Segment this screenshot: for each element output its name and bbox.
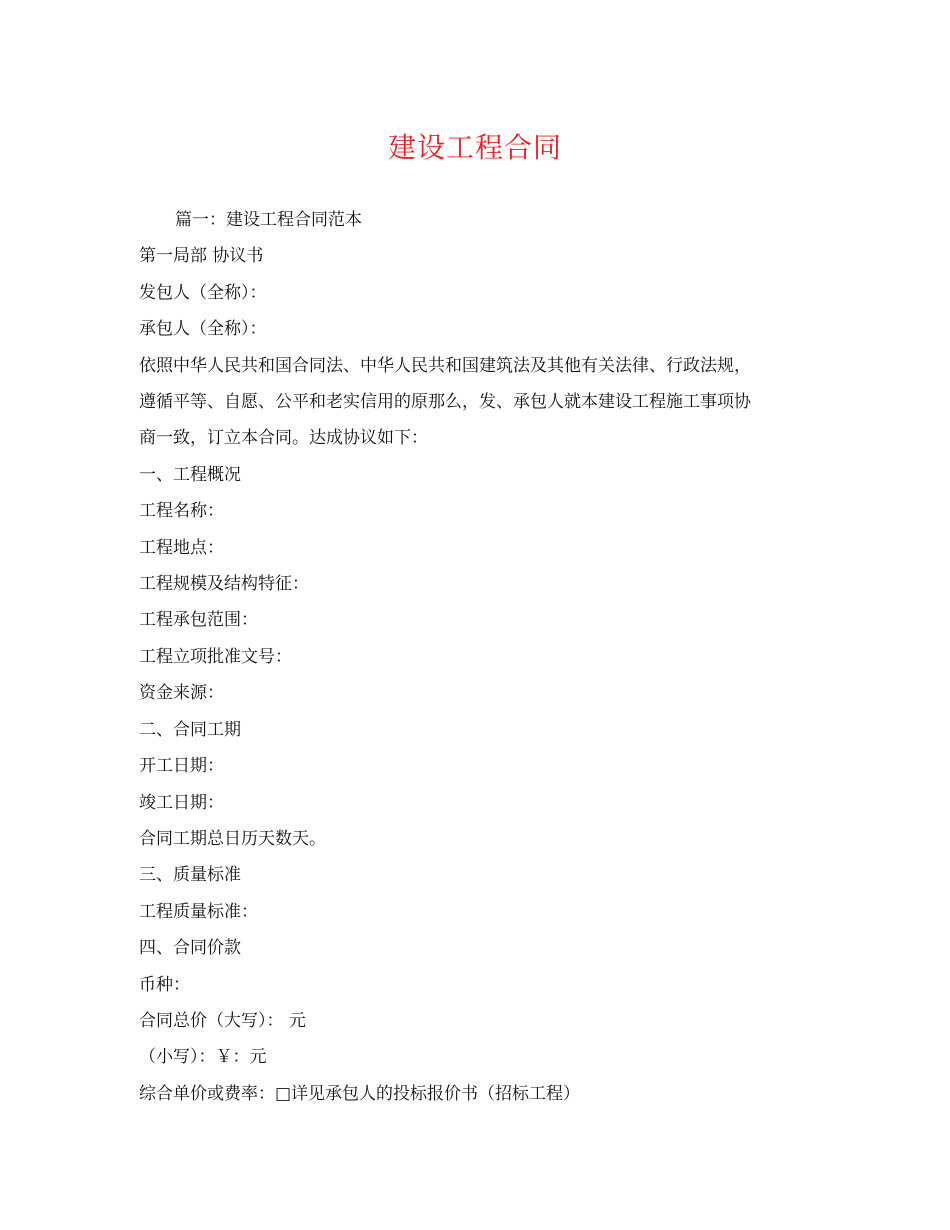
currency-line: 币种：	[139, 974, 190, 995]
total-days-line: 合同工期总日历天数天。	[139, 828, 326, 849]
section-heading: 篇一：建设工程合同范本	[175, 210, 362, 230]
completion-date-line: 竣工日期：	[139, 792, 224, 813]
part-heading: 第一局部 协议书	[139, 246, 264, 267]
contract-scope-line: 工程承包范围：	[139, 610, 258, 631]
unit-price-line: 综合单价或费率：□详见承包人的投标报价书（招标工程）	[139, 1083, 581, 1104]
start-date-line: 开工日期：	[139, 756, 224, 777]
contract-period-heading: 二、合同工期	[139, 719, 241, 740]
employer-line: 发包人（全称）：	[139, 282, 267, 303]
total-price-figures-line: （小写）：￥：元	[139, 1047, 267, 1068]
quality-standard-heading: 三、质量标准	[139, 865, 241, 886]
document-title: 建设工程合同	[387, 131, 562, 164]
preamble-line-1: 依照中华人民共和国合同法、中华人民共和国建筑法及其他有关法律、行政法规，	[139, 355, 751, 376]
document-body	[139, 202, 819, 1112]
total-price-words-line: 合同总价（大写）： 元	[139, 1010, 306, 1031]
contractor-line: 承包人（全称）：	[139, 319, 267, 340]
quality-standard-line: 工程质量标准：	[139, 901, 258, 922]
project-location-line: 工程地点：	[139, 537, 224, 558]
contract-price-heading: 四、合同价款	[139, 938, 241, 959]
preamble-line-3: 商一致，订立本合同。达成协议如下：	[139, 428, 428, 449]
project-scale-line: 工程规模及结构特征：	[139, 574, 309, 595]
project-name-line: 工程名称：	[139, 501, 224, 522]
preamble-line-2: 遵循平等、自愿、公平和老实信用的原那么，发、承包人就本建设工程施工事项协	[139, 392, 751, 413]
funding-source-line: 资金来源：	[139, 683, 224, 704]
approval-number-line: 工程立项批准文号：	[139, 646, 292, 667]
project-overview-heading: 一、工程概况	[139, 464, 241, 485]
